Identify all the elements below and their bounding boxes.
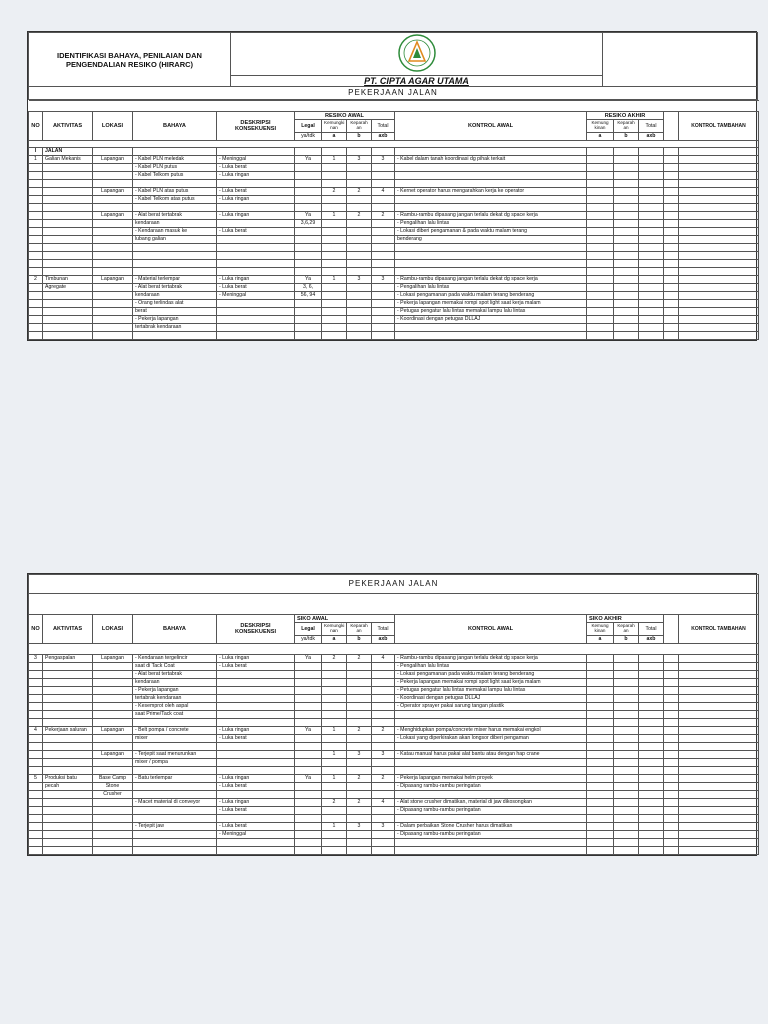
table-row xyxy=(29,767,759,775)
table-row: Lapangan - Alat berat tertabrak - Luka ringan Ya 1 2 2 - Rambu-rambu dipasang jangan terlalu dekat dg space kerja xyxy=(29,212,759,220)
col-aktivitas: AKTIVITAS xyxy=(43,112,93,141)
table-row: - Macet material di conveyor - Luka ringan 2 2 4 - Alat stone crusher dimatikan, material di jaw dikosongkan xyxy=(29,799,759,807)
col-resiko-akhir-2: SIKO AKHIR xyxy=(587,615,664,623)
table-row: Agregate - Alat berat tertabrak - Luka berat 3, 6, - Pengalihan lalu lintas xyxy=(29,284,759,292)
table-row xyxy=(29,252,759,260)
document-title: IDENTIFIKASI BAHAYA, PENILAIAN DAN PENGENDALIAN RESIKO (HIRARC) xyxy=(29,33,231,87)
table-row: mixer - Luka berat - Lokasi yang diperkirakan akan longsor diberi pengaman xyxy=(29,735,759,743)
table-row: - Meninggal - Dipasang rambu-rambu peringatan xyxy=(29,831,759,839)
table-row xyxy=(29,332,759,340)
hirarc-sheet-1 xyxy=(27,31,757,341)
hirarc-sheet-2 xyxy=(27,573,757,856)
table-row: kendaraan - Pekerja lapangan memakai rompi spot light saat kerja malam xyxy=(29,679,759,687)
col-keparahan: Keparah an xyxy=(347,120,372,133)
company-logo-icon xyxy=(394,33,440,73)
table-row: kendaraan - Meninggal 56, 94 - Lokasi pengamanan pada waktu malam terang benderang xyxy=(29,292,759,300)
table-row: pecah Stone - Luka berat - Dipasang rambu-rambu peringatan xyxy=(29,783,759,791)
table-row: kendaraan 3,6,29 - Pengalihan lalu lintas xyxy=(29,220,759,228)
col-deskripsi: DESKRIPSI KONSEKUENSI xyxy=(217,112,295,141)
hazard-table-2: PEKERJAAN JALAN NO AKTIVITAS LOKASI BAHAYA DESKRIPSI KONSEKUENSI SIKO AWAL KONTROL AWAL SIKO AKHIR KONTROL TAMBAHAN Legal Kemungki nan Keparah an Total Kemung kinan Keparah an Total ya/tdk a b axb a b axb 3 Pengaspalan Lapangan - Kendaraan tergelincir - Luka ringan Ya 2 2 4 - Rambu-rambu dipasang jangan terlalu dekat dg space kerja saat di Tack Coat - Luka berat - Pengalihan lalu lintas - Alat berat tertabrak - Lokasi pengamanan pada waktu malam terang benderang kendaraan - Pekerja lapangan memakai rompi spot light saat kerja malam - Pekerja lapangan - Petugas pengatur lalu lintas memakai lampu lalu lintas tertabrak kendaraan - Koordinasi dengan petugas DLLAJ - Kesemprot oleh aspal - Operator sprayer pakai sarung tangan plastik saat Prime/Tack coat 4 Pekerjaan saluran Lapangan - Belt pompa / concrete - Luka ringan Ya 1 2 2 - Menghidupkan pompa/concrete mixer harus memakai engkol mixer - Luka berat - Lokasi yang diperkirakan akan longsor diberi pengaman Lapangan - Terjepit saat menurunkan 1 3 3 - Katau manual harus pakai alat bantu atau dengan hap crane mixer / pompa 5 Produksi batu Base Camp - Batu terlempar - Luka ringan Ya 1 2 2 - Pekerja lapangan memakai helm proyek pecah Stone - Luka berat - Dipasang rambu-rambu peringatan Crusher - Macet material di conveyor - Luka ringan 2 2 4 - Alat stone crusher dimatikan, material di jaw dikosongkan - Luka berat - Dipasang rambu-rambu peringatan - Terjepit jaw - Luka berat 1 3 3 - Dalam perbaikan Stone Crusher harus dimatikan - Meninggal - Dipasang rambu-rambu peringatan xyxy=(28,574,759,855)
table-row xyxy=(29,815,759,823)
table-row: - Alat berat tertabrak - Lokasi pengamanan pada waktu malam terang benderang xyxy=(29,671,759,679)
col-resiko-akhir: RESIKO AKHIR xyxy=(587,112,664,120)
table-row xyxy=(29,244,759,252)
col-resiko-awal: RESIKO AWAL xyxy=(295,112,395,120)
table-row: tertabrak kendaraan xyxy=(29,324,759,332)
table-row: - Kabel Telkom putus - Luka ringan xyxy=(29,172,759,180)
table-row: Lapangan - Terjepit saat menurunkan 1 3 3 - Katau manual harus pakai alat bantu atau dengan hap crane xyxy=(29,751,759,759)
hazard-rows-1 xyxy=(29,156,759,340)
col-kontrol-tambahan: KONTROL TAMBAHAN xyxy=(679,112,759,141)
company-logo xyxy=(231,33,603,76)
table-row: - Luka berat - Dipasang rambu-rambu peringatan xyxy=(29,807,759,815)
hazard-table-1: NO AKTIVITAS LOKASI BAHAYA DESKRIPSI KONSEKUENSI RESIKO AWAL KONTROL AWAL RESIKO AKHIR KONTROL TAMBAHAN Legal Kemungki nan Keparah an Total Kemung kinan Keparah an Total ya/tdk a b axb a b axb I JALAN 1 Galian Mekanis Lapangan - Kabel PLN meledak - Meninggal Ya 1 3 3 - Kabel dalam tanah koordinasi dg pihak terkait - Kabel PLN putus - Luka berat - Kabel Telkom putus - Luka ringan Lapangan - Kabel PLN atas putus - Luka berat 2 2 4 - Kernet operator harus mengarahkan kerja ke operator - Kabel Telkom atas putus - Luka ringan Lapangan - Alat berat tertabrak - Luka ringan Ya 1 2 2 - Rambu-rambu dipasang jangan terlalu dekat dg space kerja kendaraan 3,6,29 - Pengalihan lalu lintas - Kendaraan masuk ke - Luka berat - Lokasi diberi pengamanan & pada waktu malam terang lubang galian benderang 2 Timbunan Lapangan - Material terlempar - Luka ringan Ya 1 3 3 - Rambu-rambu dipasang jangan terlalu dekat dg space kerja Agregate - Alat berat tertabrak - Luka berat 3, 6, - Pengalihan lalu lintas kendaraan - Meninggal 56, 94 - Lokasi pengamanan pada waktu malam terang benderang - Orang terlindas alat - Pekerja lapangan memakai rompi spot light saat kerja malam berat - Petugas pengatur lalu lintas memakai lampu lalu lintas - Pekerja lapangan - Koordinasi dengan petugas DLLAJ tertabrak kendaraan xyxy=(28,100,759,340)
table-row: 5 Produksi batu Base Camp - Batu terlempar - Luka ringan Ya 1 2 2 - Pekerja lapangan memakai helm proyek xyxy=(29,775,759,783)
table-row xyxy=(29,204,759,212)
table-row xyxy=(29,743,759,751)
col-akhir-kemungkinan: Kemung kinan xyxy=(587,120,614,133)
table-row: mixer / pompa xyxy=(29,759,759,767)
table-row xyxy=(29,847,759,855)
section-row: I JALAN xyxy=(29,148,759,156)
table-row xyxy=(29,839,759,847)
table-row: lubang galian benderang xyxy=(29,236,759,244)
table-row xyxy=(29,180,759,188)
table-row: Lapangan - Kabel PLN atas putus - Luka berat 2 2 4 - Kernet operator harus mengarahkan kerja ke operator xyxy=(29,188,759,196)
table-row: - Kabel PLN putus - Luka berat xyxy=(29,164,759,172)
col-legal: Legal xyxy=(295,120,322,133)
table-row: tertabrak kendaraan - Koordinasi dengan petugas DLLAJ xyxy=(29,695,759,703)
col-total: Total xyxy=(372,120,395,133)
col-bahaya: BAHAYA xyxy=(133,112,217,141)
table-row xyxy=(29,719,759,727)
table-row: - Kabel Telkom atas putus - Luka ringan xyxy=(29,196,759,204)
table-row: berat - Petugas pengatur lalu lintas memakai lampu lalu lintas xyxy=(29,308,759,316)
table-row: saat di Tack Coat - Luka berat - Pengalihan lalu lintas xyxy=(29,663,759,671)
col-no: NO xyxy=(29,112,43,141)
col-akhir-total: Total xyxy=(639,120,664,133)
table-row: 2 Timbunan Lapangan - Material terlempar - Luka ringan Ya 1 3 3 - Rambu-rambu dipasang jangan terlalu dekat dg space kerja xyxy=(29,276,759,284)
hazard-rows-2 xyxy=(29,655,759,855)
table-row: - Kesemprot oleh aspal - Operator sprayer pakai sarung tangan plastik xyxy=(29,703,759,711)
col-resiko-awal-2: SIKO AWAL xyxy=(295,615,395,623)
header-blank xyxy=(603,33,758,87)
section-title-2: PEKERJAAN JALAN xyxy=(29,575,759,594)
table-row: - Pekerja lapangan - Petugas pengatur lalu lintas memakai lampu lalu lintas xyxy=(29,687,759,695)
company-name: PT. CIPTA AGAR UTAMA xyxy=(231,76,603,87)
table-row: Crusher xyxy=(29,791,759,799)
col-kemungkinan: Kemungki nan xyxy=(322,120,347,133)
table-row: - Kendaraan masuk ke - Luka berat - Lokasi diberi pengamanan & pada waktu malam terang xyxy=(29,228,759,236)
hirarc-header-table xyxy=(28,32,758,100)
section-title: PEKERJAAN JALAN xyxy=(29,87,758,100)
table-row xyxy=(29,260,759,268)
table-row: saat Prime/Tack coat xyxy=(29,711,759,719)
col-lokasi: LOKASI xyxy=(93,112,133,141)
table-row: 3 Pengaspalan Lapangan - Kendaraan tergelincir - Luka ringan Ya 2 2 4 - Rambu-rambu dipasang jangan terlalu dekat dg space kerja xyxy=(29,655,759,663)
col-akhir-keparahan: Keparah an xyxy=(614,120,639,133)
table-row: 1 Galian Mekanis Lapangan - Kabel PLN meledak - Meninggal Ya 1 3 3 - Kabel dalam tanah koordinasi dg pihak terkait xyxy=(29,156,759,164)
col-kontrol-awal: KONTROL AWAL xyxy=(395,112,587,141)
table-row: - Pekerja lapangan - Koordinasi dengan petugas DLLAJ xyxy=(29,316,759,324)
table-row: - Orang terlindas alat - Pekerja lapangan memakai rompi spot light saat kerja malam xyxy=(29,300,759,308)
table-row: - Terjepit jaw - Luka berat 1 3 3 - Dalam perbaikan Stone Crusher harus dimatikan xyxy=(29,823,759,831)
table-row xyxy=(29,268,759,276)
table-row: 4 Pekerjaan saluran Lapangan - Belt pompa / concrete - Luka ringan Ya 1 2 2 - Menghidupkan pompa/concrete mixer harus memakai engkol xyxy=(29,727,759,735)
